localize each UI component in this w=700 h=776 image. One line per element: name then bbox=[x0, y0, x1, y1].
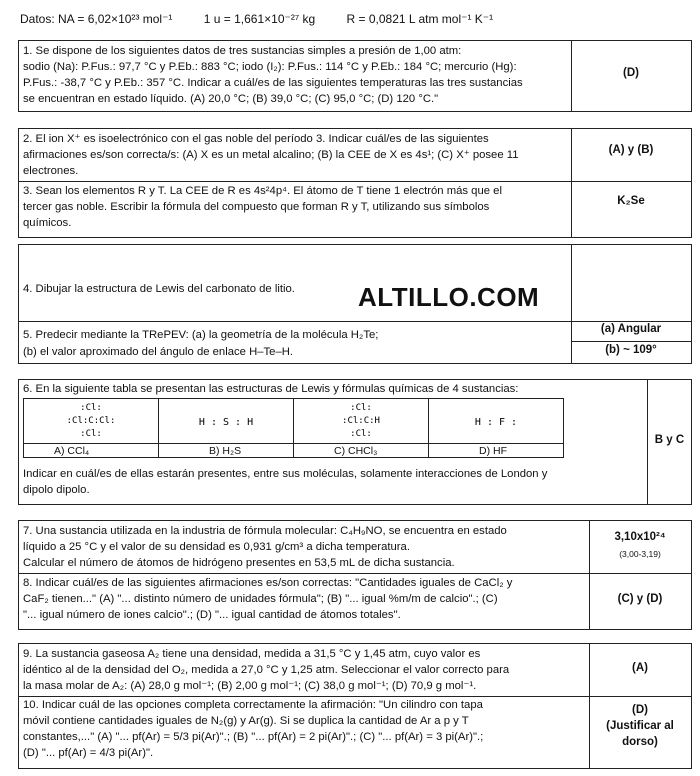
question-7-range: (3,00-3,19) bbox=[619, 549, 661, 559]
question-7-answer: 3,10x10²⁴ bbox=[614, 531, 666, 543]
lewis-cell-ccl4 bbox=[23, 398, 159, 458]
question-10-answer-1: (D) bbox=[632, 704, 648, 716]
data-header bbox=[20, 12, 521, 26]
question-5-line-2: (b) el valor aproximado del ángulo de enlace H–Te–H. bbox=[23, 346, 294, 358]
question-8-line-1: 8. Indicar cuál/es de las siguientes afirmaciones es/son correctas: "Cantidades iguales de CaCl₂ y bbox=[23, 577, 513, 589]
lewis-cell-hf bbox=[428, 398, 564, 458]
question-10-line-4: (D) "... pf(Ar) = 4/3 pi(Ar)". bbox=[23, 747, 154, 759]
option-a-label: A) CCl₄ bbox=[54, 445, 90, 457]
question-7-line-1: 7. Una sustancia utilizada en la industria de fórmula molecular: C₄H₉NO, se encuentra en estado bbox=[23, 525, 507, 537]
question-1-line-1: 1. Se dispone de los siguientes datos de tres sustancias simples a presión de 1,00 atm: bbox=[23, 45, 462, 57]
question-2-answer: (A) y (B) bbox=[608, 144, 654, 156]
option-c-label: C) CHCl₃ bbox=[334, 445, 378, 457]
question-10-line-1: 10. Indicar cuál de las opciones completa correctamente la afirmación: "Un cilindro con tapa bbox=[23, 699, 483, 711]
question-9-answer: (A) bbox=[632, 662, 648, 674]
question-8-line-2: CaF₂ tienen..." (A) "... distinto número de unidades fórmula"; (B) "... igual %m/m de calcio".; (C) bbox=[23, 593, 498, 605]
altillo-watermark: ALTILLO.COM bbox=[358, 282, 540, 312]
question-4-text: 4. Dibujar la estructura de Lewis del carbonato de litio. bbox=[23, 283, 295, 295]
svg-text::Cl:: :Cl: bbox=[80, 429, 102, 439]
question-6-answer: B y C bbox=[654, 434, 685, 446]
question-7-line-3: Calcular el número de átomos de hidrógeno presentes en 53,5 mL de dicha sustancia. bbox=[23, 557, 455, 569]
question-3-line-2: tercer gas noble. Escribir la fórmula del compuesto que forman R y T, utilizando sus símbolos bbox=[23, 201, 490, 213]
question-6-line-1: Indicar en cuál/es de ellas estarán presentes, entre sus moléculas, solamente interacciones de London y bbox=[23, 468, 548, 480]
lewis-cell-h2s bbox=[158, 398, 294, 458]
question-2-line-3: electrones. bbox=[23, 165, 79, 177]
ccl4-lewis-structure bbox=[24, 399, 158, 441]
question-6-intro: 6. En la siguiente tabla se presentan las estructuras de Lewis y fórmulas químicas de 4 sustancias: bbox=[23, 383, 519, 395]
question-8-line-3: "... igual número de iones calcio".; (D) "... igual cantidad de átomos totales". bbox=[23, 609, 401, 621]
question-5-answer-a: (a) Angular bbox=[600, 323, 662, 335]
question-9-line-1: 9. La sustancia gaseosa A₂ tiene una densidad, medida a 31,5 °C y 1,45 atm, cuyo valor es bbox=[23, 648, 481, 660]
h2s-lewis-structure bbox=[159, 399, 293, 441]
svg-text::Cl:: :Cl: bbox=[80, 403, 102, 413]
chcl3-lewis-structure bbox=[294, 399, 428, 441]
question-7-line-2: líquido a 25 °C y el valor de su densidad es 0,931 g/cm³ a dicha temperatura. bbox=[23, 541, 410, 553]
question-1-line-3: P.Fus.: -38,7 °C y P.Eb.: 357 °C. Indicar a cuál/es de las siguientes temperaturas las tres sustancias bbox=[23, 77, 523, 89]
question-3-answer: K₂Se bbox=[617, 195, 645, 207]
option-b-label: B) H₂S bbox=[209, 445, 242, 457]
svg-text::Cl:: :Cl: bbox=[350, 429, 372, 439]
question-1-line-2: sodio (Na): P.Fus.: 97,7 °C y P.Eb.: 883 °C; iodo (I₂): P.Fus.: 114 °C y P.Eb.: 184 °C; mercurio (Hg): bbox=[23, 61, 517, 73]
atomic-mass-unit: 1 u = 1,661×10⁻²⁷ kg bbox=[203, 12, 316, 26]
question-3-line-3: químicos. bbox=[23, 217, 72, 229]
gas-constant: R = 0,0821 L atm mol⁻¹ K⁻¹ bbox=[346, 12, 494, 26]
question-8-answer: (C) y (D) bbox=[617, 593, 663, 605]
svg-text::Cl:C:H: :Cl:C:H bbox=[342, 416, 380, 426]
question-1-answer: (D) bbox=[623, 67, 639, 79]
question-5-line-1: 5. Predecir mediante la TRePEV: (a) la geometría de la molécula H₂Te; bbox=[23, 329, 379, 341]
question-2-line-1: 2. El ion X⁺ es isoelectrónico con el gas noble del período 3. Indicar cuál/es de las siguientes bbox=[23, 133, 489, 145]
svg-text:H : S : H: H : S : H bbox=[198, 417, 254, 428]
question-5-answer-b: (b) ~ 109° bbox=[605, 344, 657, 356]
question-10-line-3: constantes,..." (A) "... pf(Ar) = 5/3 pi(Ar)".; (B) "... pf(Ar) = 2 pi(Ar)".; (C) "... pf(Ar) = 3 pi(Ar)".; bbox=[23, 731, 484, 743]
question-2-line-2: afirmaciones es/son correcta/s: (A) X es un metal alcalino; (B) la CEE de X es 4s¹; (C) X⁺ posee 11 bbox=[23, 149, 519, 161]
question-9-line-3: la masa molar de A₂: (A) 28,0 g mol⁻¹; (B) 2,00 g mol⁻¹; (C) 38,0 g mol⁻¹; (D) 70,9 g mol⁻¹. bbox=[23, 680, 477, 692]
questions-7-8-box bbox=[18, 520, 692, 630]
hf-lewis-structure bbox=[429, 399, 563, 441]
avogadro-constant: Datos: NA = 6,02×10²³ mol⁻¹ bbox=[20, 12, 173, 26]
questions-9-10-box bbox=[18, 643, 692, 769]
question-9-line-2: idéntico al de la densidad del O₂, medida a 27,0 °C y 1,25 atm. Seleccionar el valor correcto para bbox=[23, 664, 510, 676]
questions-2-3-box bbox=[18, 128, 692, 238]
svg-text::Cl:C:Cl:: :Cl:C:Cl: bbox=[66, 416, 116, 426]
question-6-box bbox=[18, 379, 692, 505]
questions-4-5-box bbox=[18, 244, 692, 364]
question-10-line-2: móvil contiene cantidades iguales de N₂(g) y Ar(g). Si se duplica la cantidad de Ar a p y T bbox=[23, 715, 469, 727]
lewis-cell-chcl3 bbox=[293, 398, 429, 458]
option-d-label: D) HF bbox=[479, 445, 507, 457]
question-3-line-1: 3. Sean los elementos R y T. La CEE de R es 4s²4p⁴. El átomo de T tiene 1 electrón más que el bbox=[23, 185, 502, 197]
question-1-box bbox=[18, 40, 692, 112]
question-10-answer-2: (Justificar al bbox=[606, 720, 674, 732]
svg-text::Cl:: :Cl: bbox=[350, 403, 372, 413]
question-1-line-4: se encuentran en estado líquido. (A) 20,0 °C; (B) 39,0 °C; (C) 95,0 °C; (D) 120 °C." bbox=[23, 93, 439, 105]
question-6-line-2: dipolo dipolo. bbox=[23, 484, 90, 496]
svg-text:H : F :: H : F : bbox=[474, 417, 518, 428]
question-10-answer-3: dorso) bbox=[622, 736, 658, 748]
